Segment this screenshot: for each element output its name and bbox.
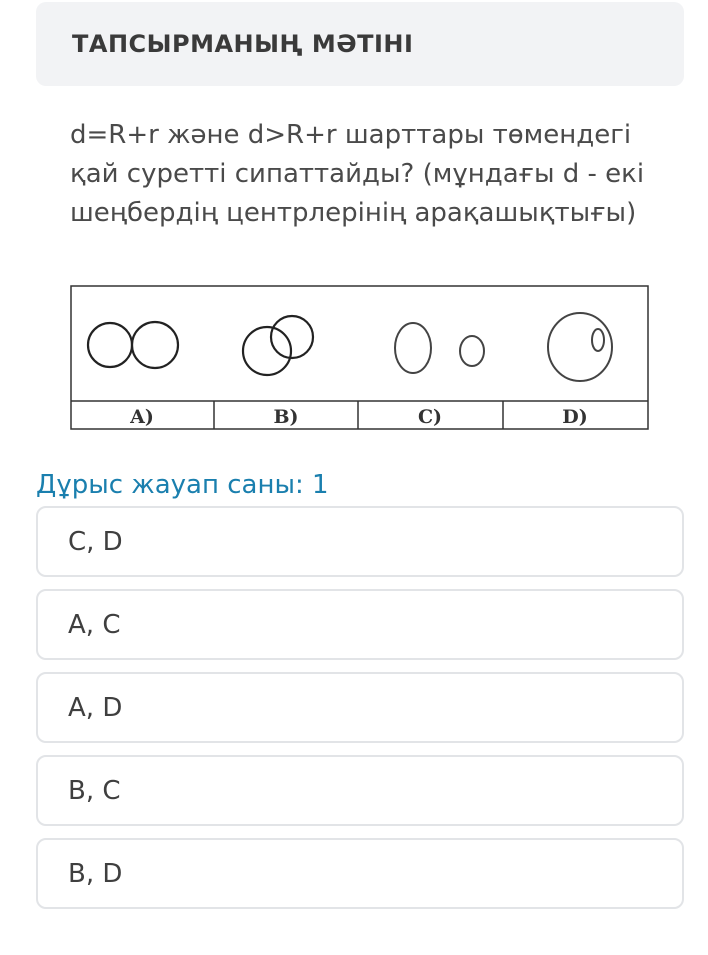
question-text: d=R+r және d>R+r шарттары төмендегі қай суретті сипаттайды? (мұндағы d - екі шеңбердің центрлерінің арақашықтығы) [70,120,645,228]
figure-label-a: A) [130,406,154,428]
answer-options [36,506,684,921]
answer-option[interactable] [36,755,684,826]
answer-option-label: A, D [68,692,123,723]
figure-label-c: C) [417,406,443,428]
answer-option-label: B, C [68,775,121,806]
answer-option-label: C, D [68,526,123,557]
answer-option[interactable] [36,838,684,909]
figure-label-b: B) [273,406,299,428]
answer-option[interactable] [36,672,684,743]
task-header [36,2,684,86]
figure-label-d: D) [562,406,588,428]
answer-option-label: B, D [68,858,123,889]
answer-option[interactable] [36,589,684,660]
answer-option[interactable] [36,506,684,577]
correct-answer-count: Дұрыс жауап саны: 1 [36,470,329,500]
circles-diagram [70,285,650,431]
circles-figure [70,285,650,431]
task-title: ТАПСЫРМАНЫҢ МӘТІНІ [72,30,414,58]
answer-option-label: A, C [68,609,121,640]
